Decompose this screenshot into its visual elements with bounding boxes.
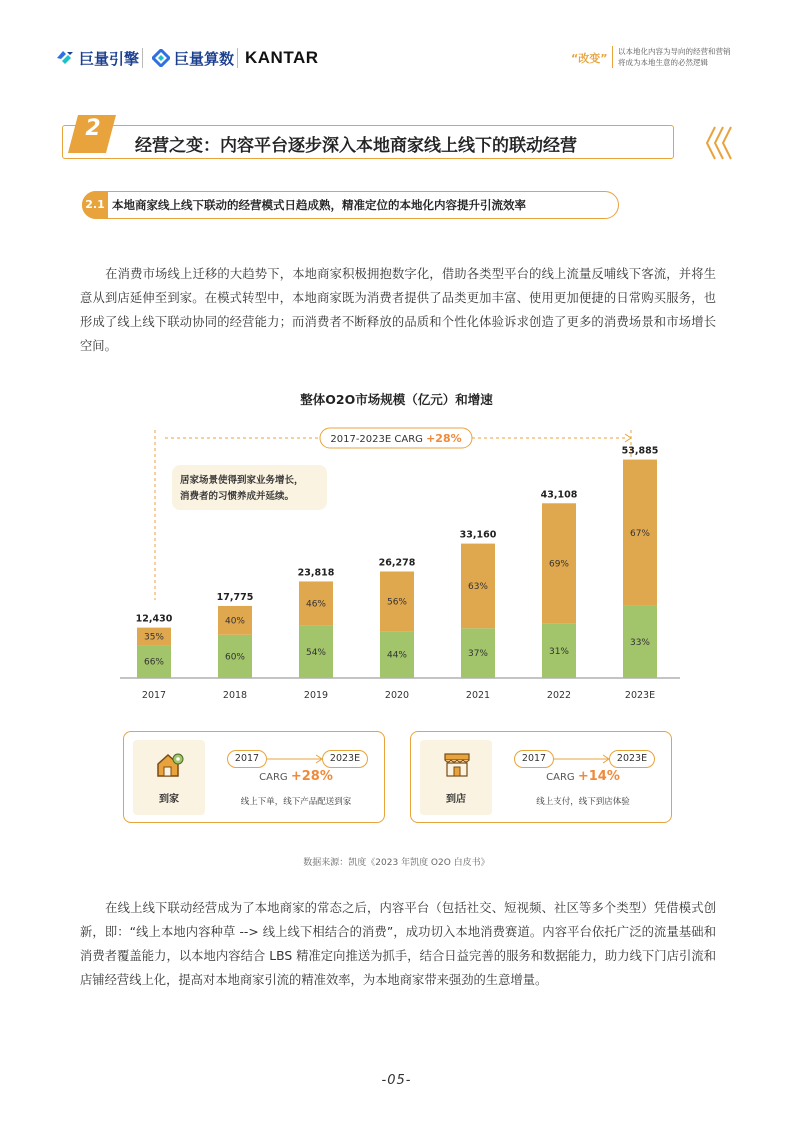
body-paragraph (80, 896, 716, 992)
data-label-home-2019: 46% (305, 599, 327, 610)
data-label-in-store-2023E: 33% (629, 637, 651, 648)
suanshu-logo (152, 46, 234, 70)
logo-divider (142, 48, 143, 68)
x-tick-label-2020: 2020 (384, 690, 410, 701)
x-tick-label-2018: 2018 (222, 690, 248, 701)
total-label-2018: 17,775 (216, 591, 254, 603)
subsection-number: 2.1 (82, 191, 108, 219)
data-label-in-store-2017: 66% (143, 657, 165, 668)
callout-label: 到店 (446, 794, 466, 805)
from-year-pill: 2017 (514, 750, 554, 768)
intro-paragraph (80, 262, 716, 358)
callout-in-store (410, 731, 672, 823)
kantar-logo: KANTAR (245, 48, 319, 67)
data-label-in-store-2018: 60% (224, 652, 246, 663)
logo-divider (237, 48, 238, 68)
data-label-in-store-2020: 44% (386, 650, 408, 661)
header-quote: “改变” (571, 52, 608, 65)
x-tick-label-2023E: 2023E (624, 690, 656, 701)
data-label-in-store-2019: 54% (305, 647, 327, 658)
callout-description: 线上下单，线下产品配送到家 (240, 797, 352, 807)
x-tick-label-2021: 2021 (465, 690, 491, 701)
cagr-text: 2017-2023E CARG +28% (330, 432, 462, 445)
body-paragraph-text: 在线上线下联动经营成为了本地商家的常态之后，内容平台（包括社交、短视频、社区等多个类型）凭借模式创新，即：“线上本地内容种草 --> 线上线下相结合的消费”，成功切入本地消费赛道。内容平台依托广泛的流量基础和消费者覆盖能力，以本地内容结合 LBS 精准定向推送为抓手，结合日益完善的服务和数据能力，助力线下门店引流和店铺经营线上化，提高对本地商家引流的精准效率，为本地商家带来强劲的生意增量。 (80, 901, 716, 987)
total-label-2021: 33,160 (459, 529, 497, 541)
chart-title: 整体O2O市场规模（亿元）和增速 (300, 392, 493, 407)
o2o-bar-chart (110, 420, 690, 710)
data-label-in-store-2022: 31% (548, 646, 570, 657)
total-label-2020: 26,278 (378, 557, 416, 569)
annotation-line1: 居家场景使得到家业务增长， (180, 475, 304, 486)
callout-description: 线上支付，线下到店体验 (536, 797, 630, 807)
data-label-in-store-2021: 37% (467, 649, 489, 660)
data-label-home-2018: 40% (224, 616, 246, 627)
data-label-home-2017: 35% (143, 632, 165, 643)
tagline-line2: 将成为本地生意的必然逻辑 (618, 58, 708, 67)
to-year-pill: 2023E (322, 750, 368, 768)
oceanengine-mark-icon (55, 49, 75, 67)
tagline-line1: 以本地化内容为导向的经营和营销 (618, 47, 731, 56)
from-year-pill: 2017 (227, 750, 267, 768)
data-source: 数据来源：凯度《2023 年凯度 O2O 白皮书》 (303, 858, 490, 868)
suanshu-mark-icon (152, 49, 170, 67)
logo1-text: 巨量引擎 (79, 49, 140, 68)
x-tick-label-2022: 2022 (546, 690, 572, 701)
section-number: 2 (85, 116, 101, 141)
chevrons-icon (705, 125, 735, 161)
data-label-home-2022: 69% (548, 559, 570, 570)
total-label-2023E: 53,885 (621, 445, 659, 457)
to-year-pill: 2023E (609, 750, 655, 768)
carg-growth (124, 769, 384, 784)
total-label-2022: 43,108 (540, 489, 578, 501)
annotation-box (172, 465, 327, 510)
page-number: -05- (381, 1073, 412, 1088)
intro-paragraph-text: 在消费市场线上迁移的大趋势下，本地商家积极拥抱数字化，借助各类型平台的线上流量反哺线下客流，并将生意从到店延伸至到家。在模式转型中，本地商家既为消费者提供了品类更加丰富、使用更加便捷的日常购买服务，也形成了线上线下联动协同的经营能力；而消费者不断释放的品质和个性化体验诉求创造了更多的消费场景和市场增长空间。 (80, 267, 716, 353)
total-label-2017: 12,430 (135, 613, 173, 625)
arrow-right-icon (554, 749, 610, 769)
oceanengine-logo (55, 46, 139, 70)
header-tagline (618, 46, 758, 68)
carg-value: +28% (290, 769, 333, 784)
carg-label: CARG (259, 772, 291, 783)
carg-label: CARG (546, 772, 578, 783)
callout-home-delivery (123, 731, 385, 823)
carg-value: +14% (577, 769, 620, 784)
data-label-home-2023E: 67% (629, 528, 651, 539)
subsection-title: 本地商家线上线下联动的经营模式日趋成熟，精准定位的本地化内容提升引流效率 (112, 198, 526, 212)
callout-label: 到家 (159, 794, 179, 805)
header-divider (612, 46, 613, 68)
page-header (0, 0, 793, 80)
x-tick-label-2019: 2019 (303, 690, 329, 701)
x-tick-label-2017: 2017 (141, 690, 167, 701)
logo2-text: 巨量算数 (174, 49, 235, 68)
section-title: 经营之变：内容平台逐步深入本地商家线上线下的联动经营 (135, 136, 577, 156)
total-label-2019: 23,818 (297, 567, 335, 579)
data-label-home-2020: 56% (386, 597, 408, 608)
carg-growth (411, 769, 671, 784)
arrow-right-icon (267, 749, 323, 769)
data-label-home-2021: 63% (467, 581, 489, 592)
annotation-line2: 消费者的习惯养成并延续。 (180, 491, 295, 502)
